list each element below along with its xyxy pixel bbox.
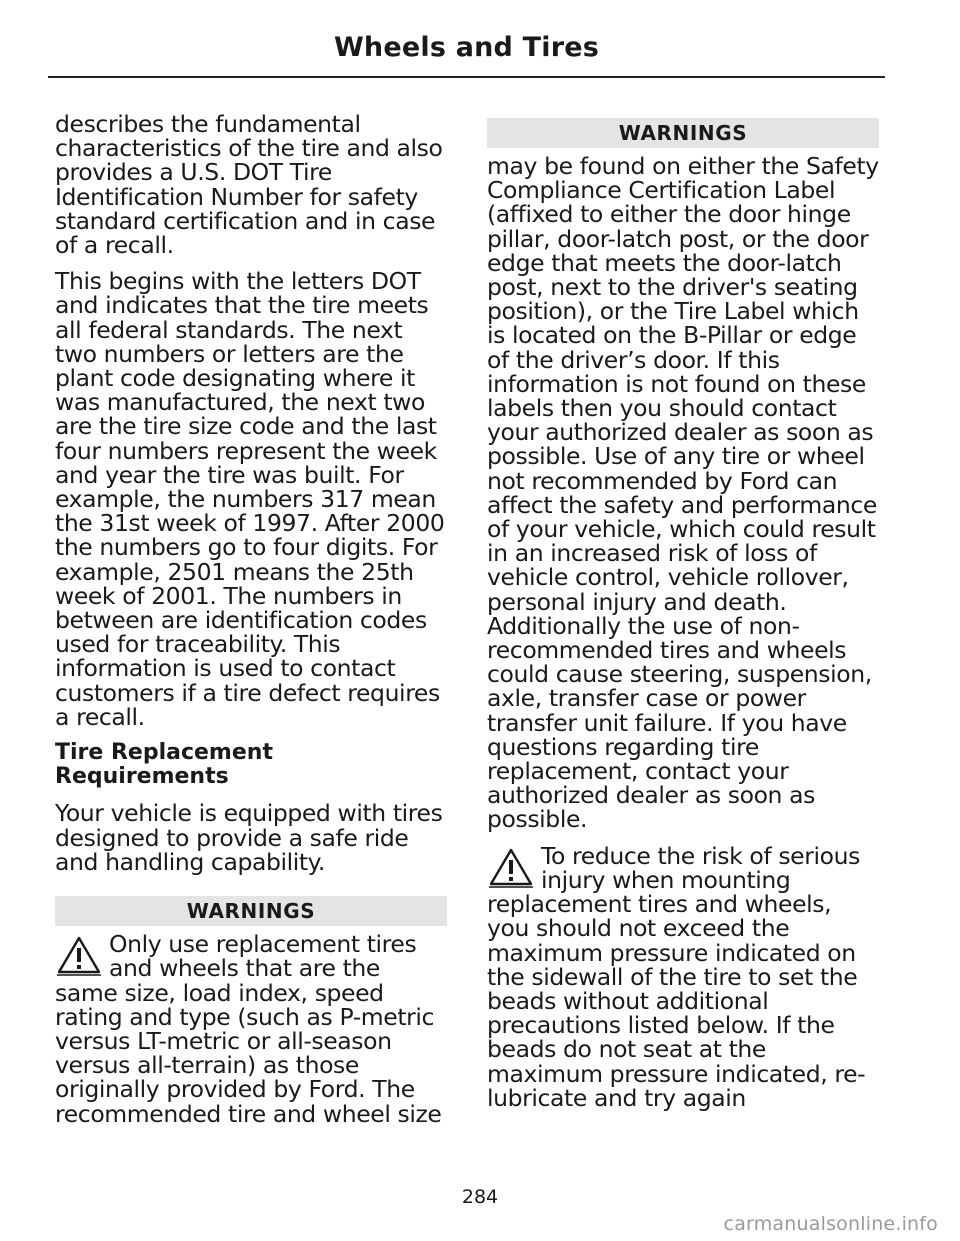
right-column (487, 112, 879, 1122)
warning-triangle-icon (485, 844, 537, 890)
paragraph-dot-code: This begins with the letters DOT and indicates that the tire meets all federal standards. The next two numbers or letters are the plant code designating where it was manufactured, the next two are the tire size code and the last four numbers represent the week and year the tire was built. For example, the numbers 317 mean the 31st week of 1997. After 2000 the numbers go to four digits. For example, 2501 means the 25th week of 2001. The numbers in between are identification codes used for traceability. This information is used to contact customers if a tire defect requires a recall. (55, 267, 445, 731)
warning-block-replacement-size (55, 932, 447, 1126)
warning-triangle-icon (53, 932, 105, 978)
section-heading-tire-replacement: Tire Replacement Requirements (55, 740, 273, 790)
paragraph-warning-continued: may be found on either the Safety Compliance Certification Label (affixed to either the door hinge pillar, door-latch post, or the door edge that meets the door-latch post, next to the driver's seating position), or the Tire Label which is located on the B-Pillar or edge of the driver’s door. If this information is not found on these labels then you should contact your authorized dealer as soon as possible. Use of any tire or wheel not recommended by Ford can affect the safety and performance of your vehicle, which could result in an increased risk of loss of vehicle control, vehicle rollover, personal injury and death. Additionally the use of non-recommended tires and wheels could cause steering, suspension, axle, transfer case or power transfer unit failure. If you have questions regarding tire replacement, contact your authorized dealer as soon as possible. (487, 152, 879, 834)
warning-text-replacement-size: Only use replacement tires and wheels that are the same size, load index, speed rating and type (such as P-metric versus LT-metric or all-season versus all-terrain) as those originally provided by Ford. The recommended tire and wheel size (55, 930, 442, 1128)
left-column (55, 112, 447, 1138)
paragraph-tires-equipped: Your vehicle is equipped with tires designed to provide a safe ride and handling capability. (55, 799, 443, 876)
page-header (48, 28, 885, 78)
warning-block-mounting-pressure (487, 841, 879, 1112)
page-number: 284 (461, 1186, 499, 1208)
page-title: Wheels and Tires (333, 32, 600, 63)
warning-text-mounting-pressure: To reduce the risk of serious injury when mounting replacement tires and wheels, you should not exceed the maximum pressure indicated on the sidewall of the tire to set the beads without additional precautions listed below. If the beads do not seat at the maximum pressure indicated, re-lubricate and try again (487, 841, 866, 1112)
watermark: carmanualsonline.info (723, 1213, 938, 1235)
paragraph-tire-identification: describes the fundamental characteristics of the tire and also provides a U.S. DOT Tire Identification Number for safety standard certification and in case of a recall. (55, 110, 443, 260)
warnings-header-right: WARNINGS (487, 118, 879, 148)
warnings-header-left: WARNINGS (55, 896, 447, 926)
